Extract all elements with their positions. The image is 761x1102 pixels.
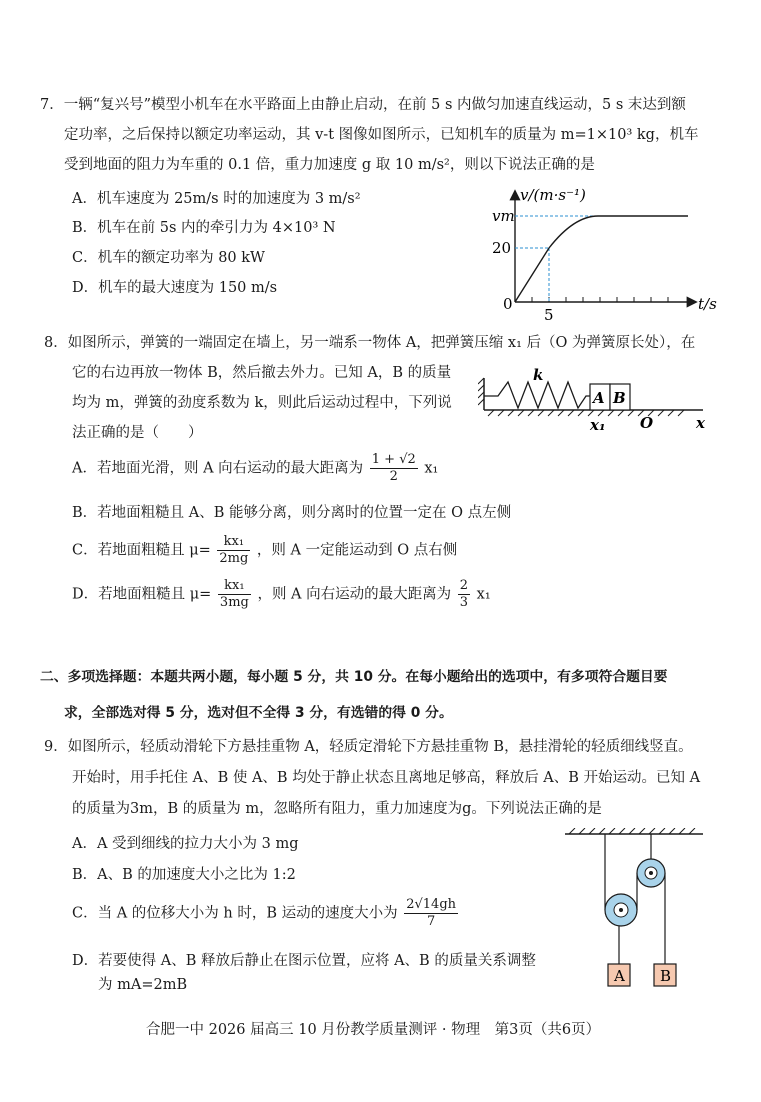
- q7-option-a[interactable]: A．机车速度为 25m/s 时的加速度为 3 m/s²: [72, 191, 361, 207]
- page-footer: 合肥一中 2026 届高三 10 月份教学质量测评 · 物理 第3页（共6页）: [146, 1022, 601, 1038]
- q8-spring-figure: [478, 368, 723, 438]
- q9-line3: 的质量为3m，B 的质量为 m，忽略所有阻力，重力加速度为g。下列说法正确的是: [72, 801, 602, 817]
- q7-option-b[interactable]: B．机车在前 5s 内的牵引力为 4×10³ N: [72, 220, 336, 236]
- q8-option-c[interactable]: C．若地面粗糙且 μ= $\frac{\text{kx₁}}{2mg}$ ，则 A 一定能运动到 O 点右侧: [72, 534, 458, 566]
- q8-fig-o: O: [640, 414, 654, 432]
- q8-fig-a: A: [593, 389, 605, 407]
- q9-option-a[interactable]: A．A 受到细线的拉力大小为 3 mg: [72, 836, 299, 852]
- q9-pulley-figure: [565, 828, 705, 993]
- q8-line3: 均为 m，弹簧的劲度系数为 k，则此后运动过程中，下列说: [72, 395, 452, 411]
- q8-fig-x1: x₁: [590, 416, 606, 434]
- q8-line4: 法正确的是（ ）: [72, 425, 203, 441]
- q8-line1: 8．如图所示，弹簧的一端固定在墙上，另一端系一物体 A，把弹簧压缩 x₁ 后（O 为弹簧原长处），在: [44, 335, 696, 351]
- q9-fig-b: B: [660, 967, 672, 985]
- section2-line1: 二、多项选择题：本题共两小题，每小题 5 分，共 10 分。在每小题给出的选项中，有多项符合题目要: [40, 669, 668, 685]
- q9-option-c[interactable]: C．当 A 的位移大小为 h 时，B 运动的速度大小为 $\frac{2√14gh}{7}$: [72, 897, 457, 929]
- q8-option-a[interactable]: A．若地面光滑，则 A 向右运动的最大距离为 $\frac{1 + √2}{2}$ x₁: [72, 452, 439, 484]
- q8-line2: 它的右边再放一物体 B，然后撤去外力。已知 A，B 的质量: [72, 365, 452, 381]
- q7-option-d[interactable]: D．机车的最大速度为 150 m/s: [72, 280, 278, 296]
- q8-option-d-fraction-2: $\frac{2}{3}$: [459, 578, 469, 610]
- q7-graph-5: 5: [544, 306, 554, 322]
- q7-line1: 7．一辆“复兴号”模型小机车在水平路面上由静止启动，在前 5 s 内做匀加速直线运动，5 s 末达到额: [40, 97, 686, 113]
- q7-graph-x-label: t/s: [698, 295, 717, 313]
- q7-graph-vm: vm: [492, 207, 515, 225]
- q7-line3: 受到地面的阻力为车重的 0.1 倍，重力加速度 g 取 10 m/s²，则以下说法正确的是: [64, 157, 595, 173]
- q7-option-c[interactable]: C．机车的额定功率为 80 kW: [72, 250, 265, 266]
- q8-fig-b: B: [613, 389, 626, 407]
- q9-line2: 开始时，用手托住 A、B 使 A、B 均处于静止状态且离地足够高，释放后 A、B 开始运动。已知 A: [72, 770, 701, 786]
- q8-option-c-fraction: $\frac{\text{kx₁}}{2mg}$: [219, 534, 249, 566]
- q9-option-b[interactable]: B．A、B 的加速度大小之比为 1:2: [72, 867, 296, 883]
- section2-line2: 求，全部选对得 5 分，选对但不全得 3 分，有选错的得 0 分。: [64, 705, 453, 721]
- q7-line2: 定功率，之后保持以额定功率运动，其 v-t 图像如图所示，已知机车的质量为 m=1×10³ kg，机车: [64, 127, 699, 143]
- q8-option-a-fraction: $\frac{1 + √2}{2}$: [371, 452, 416, 484]
- q7-graph-origin: 0: [503, 295, 513, 313]
- q7-vt-graph: [470, 182, 730, 322]
- q7-graph-20: 20: [492, 239, 512, 257]
- q9-fig-a: A: [614, 967, 625, 985]
- q8-option-b[interactable]: B．若地面粗糙且 A、B 能够分离，则分离时的位置一定在 O 点左侧: [72, 505, 512, 521]
- q7-graph-y-label: v/(m·s⁻¹): [520, 186, 586, 204]
- q9-option-c-fraction: $\frac{2√14gh}{7}$: [406, 897, 457, 929]
- q9-line1: 9．如图所示，轻质动滑轮下方悬挂重物 A，轻质定滑轮下方悬挂重物 B，悬挂滑轮的轻质细线竖直。: [44, 739, 693, 755]
- q8-option-d-fraction: $\frac{\text{kx₁}}{3mg}$: [219, 578, 249, 610]
- q9-option-d[interactable]: D．若要使得 A、B 释放后静止在图示位置，应将 A、B 的质量关系调整 为 mA=2mB: [72, 953, 536, 993]
- q8-option-d[interactable]: D．若地面粗糙且 μ= $\frac{\text{kx₁}}{3mg}$ ，则 A 向右运动的最大距离为 $\frac{2}{3}$ x₁: [72, 578, 491, 610]
- q8-fig-x: x: [696, 414, 705, 432]
- q8-fig-k: k: [533, 368, 544, 384]
